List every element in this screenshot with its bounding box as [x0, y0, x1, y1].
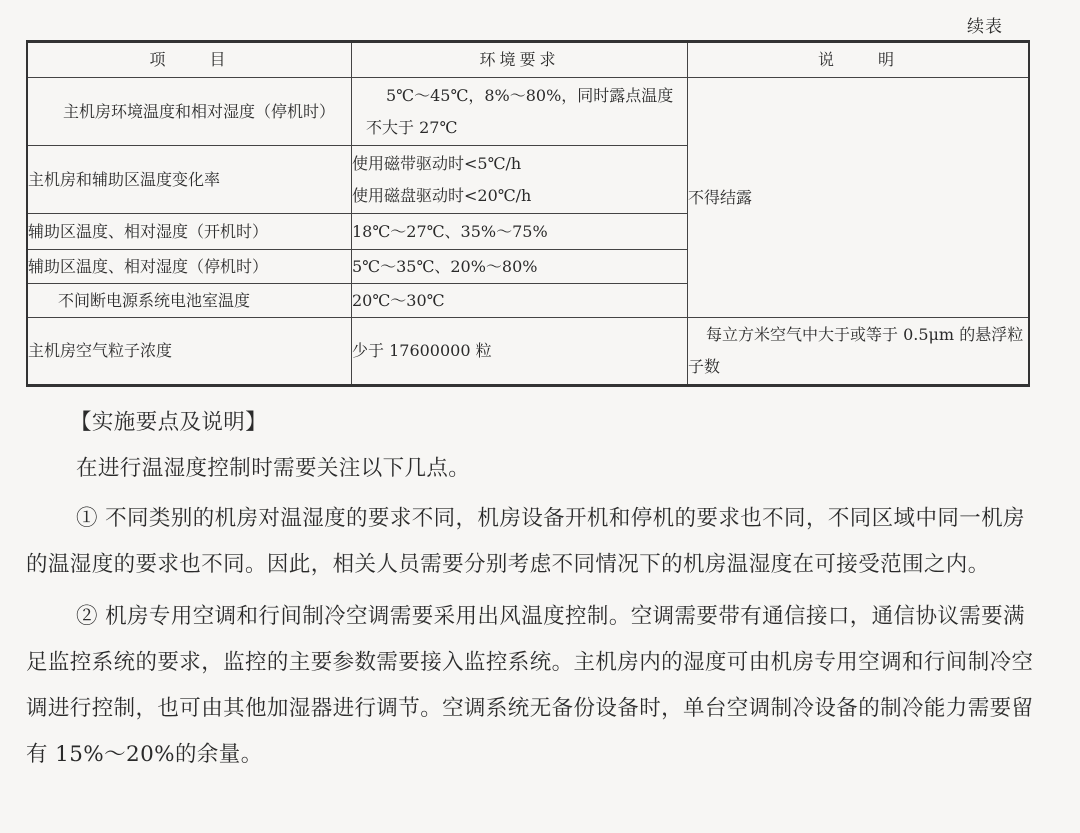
- row-requirement: 18℃～27℃、35%～75%: [352, 214, 688, 250]
- row-requirement: 20℃～30℃: [352, 284, 688, 318]
- header-note: 说 明: [688, 42, 1030, 78]
- header-requirement: 环境要求: [352, 42, 688, 78]
- table-row: [27, 318, 1029, 386]
- row-item: 不间断电源系统电池室温度: [27, 284, 352, 318]
- environment-requirements-table: [26, 40, 1030, 387]
- table-row: [27, 78, 1029, 146]
- note-no-condensation: 不得结露: [688, 78, 1030, 318]
- row-item: 主机房环境温度和相对湿度（停机时）: [27, 78, 352, 146]
- row-requirement: 5℃～45℃，8%～80%，同时露点温度不大于 27℃: [352, 78, 688, 146]
- intro-sentence: 在进行温湿度控制时需要关注以下几点。: [76, 456, 471, 481]
- point-paragraph: ② 机房专用空调和行间制冷空调需要采用出风温度控制。空调需要带有通信接口，通信协议需要满足监控系统的要求，监控的主要参数需要接入监控系统。主机房内的湿度可由机房专用空调和行间制冷空调进行控制，也可由其他加湿器进行调节。空调系统无备份设备时，单台空调制冷设备的制冷能力需要留有 15%～20%的余量。: [26, 604, 1034, 767]
- header-item: 项 目: [27, 42, 352, 78]
- row-requirement: [352, 146, 688, 214]
- table-header-row: [27, 42, 1029, 78]
- row-item: 辅助区温度、相对湿度（停机时）: [27, 250, 352, 284]
- row-item: 辅助区温度、相对湿度（开机时）: [27, 214, 352, 250]
- requirement-line: 使用磁带驱动时<5℃/h: [352, 153, 522, 173]
- explanation-section: [26, 400, 1036, 778]
- row-requirement: 少于 17600000 粒: [352, 318, 688, 386]
- continued-table-label: 续表: [967, 17, 1003, 37]
- section-heading: 【实施要点及说明】: [70, 410, 268, 435]
- row-requirement: 5℃～35℃、20%～80%: [352, 250, 688, 284]
- note-particle-count: 每立方米空气中大于或等于 0.5μm 的悬浮粒子数: [688, 318, 1030, 386]
- point-paragraph: ① 不同类别的机房对温湿度的要求不同，机房设备开机和停机的要求也不同，不同区域中同一机房的温湿度的要求也不同。因此，相关人员需要分别考虑不同情况下的机房温湿度在可接受范围之内。: [26, 506, 1025, 577]
- row-item: 主机房空气粒子浓度: [27, 318, 352, 386]
- requirement-line: 使用磁盘驱动时<20℃/h: [352, 185, 532, 205]
- row-item: 主机房和辅助区温度变化率: [27, 146, 352, 214]
